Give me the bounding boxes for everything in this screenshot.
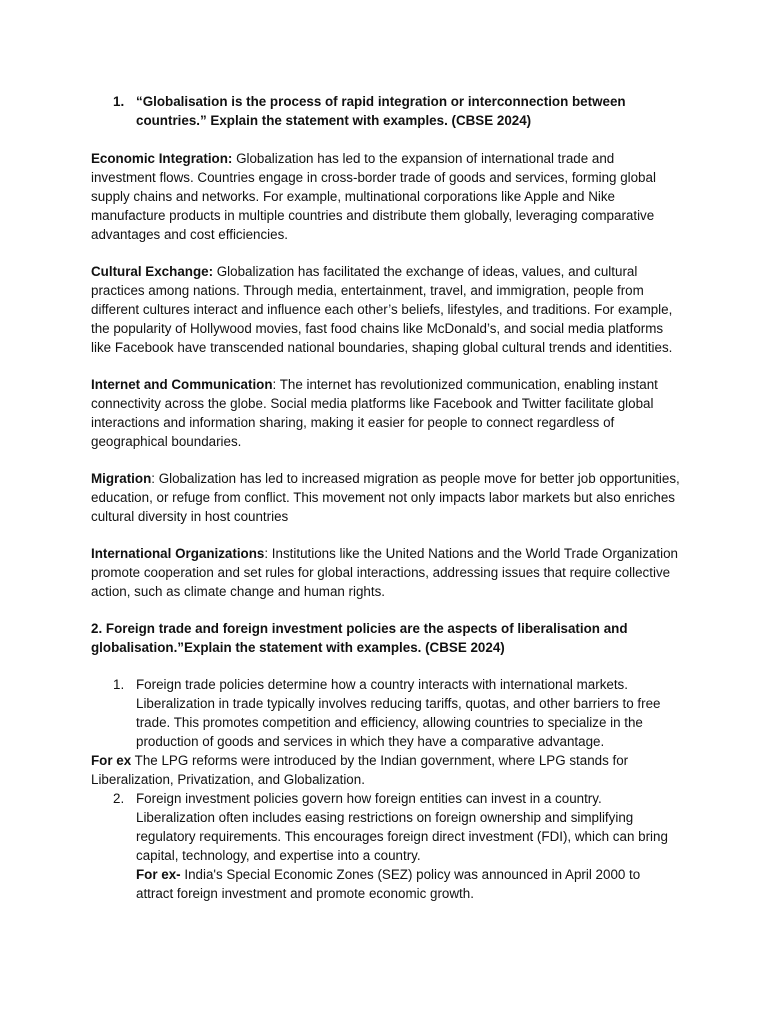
question-2-title: 2. Foreign trade and foreign investment policies are the aspects of liberalisation and globalisation.”Explain the statement with examples. (CBSE 2024) bbox=[91, 621, 628, 655]
paragraph-body: Globalization has led to the expansion of international trade and investment flows. Countries engage in cross-border trade of goods and services, forming global supply chains and networks. For example, multinational corporations like Apple and Nike manufacture products in multiple countries and distribute them globally, leveraging comparative advantages and cost efficiencies. bbox=[91, 151, 656, 242]
paragraph-international-organizations bbox=[91, 544, 681, 601]
paragraph-heading: Economic Integration: bbox=[91, 151, 233, 166]
list-item bbox=[91, 675, 681, 751]
list-item-text: Foreign investment policies govern how foreign entities can invest in a country. Liberalization often includes easing restrictions on foreign ownership and simplifying regulatory requirements. This encourages foreign direct investment (FDI), which can bring capital, technology, and expertise into a country. bbox=[136, 791, 668, 863]
list-item-number: 1. bbox=[113, 677, 125, 692]
paragraph-heading: International Organizations bbox=[91, 546, 265, 561]
example-text: The LPG reforms were introduced by the Indian government, where LPG stands for Liberalization, Privatization, and Globalization. bbox=[91, 753, 629, 787]
document-page bbox=[91, 92, 681, 903]
example-label: For ex- bbox=[136, 867, 181, 882]
paragraph-body: : Institutions like the United Nations and the World Trade Organization promote cooperation and set rules for global interactions, addressing issues that require collective action, such as climate change and human rights. bbox=[91, 546, 678, 599]
answer-list bbox=[91, 675, 681, 903]
question-1-title bbox=[113, 92, 681, 130]
paragraph-body: : The internet has revolutionized communication, enabling instant connectivity across the globe. Social media platforms like Facebook and Twitter facilitate global interactions and information sharing, making it easier for people to connect regardless of geographical boundaries. bbox=[91, 377, 658, 449]
paragraph-heading: Internet and Communication bbox=[91, 377, 273, 392]
paragraph-migration bbox=[91, 469, 681, 526]
list-item bbox=[91, 789, 681, 903]
paragraph-heading: Cultural Exchange: bbox=[91, 264, 214, 279]
question-1-number: 1. bbox=[113, 94, 125, 109]
list-item-text: Foreign trade policies determine how a country interacts with international markets. Liberalization in trade typically involves reducing tariffs, quotas, and other barriers to free trade. This promotes competition and efficiency, allowing countries to specialize in the production of goods and services in which they have a comparative advantage. bbox=[136, 677, 661, 749]
example-1 bbox=[91, 751, 681, 789]
paragraph-internet-communication bbox=[91, 375, 681, 451]
paragraph-body: Globalization has facilitated the exchange of ideas, values, and cultural practices among nations. Through media, entertainment, travel, and immigration, people from different cultures interact and influence each other’s beliefs, lifestyles, and traditions. For example, the popularity of Hollywood movies, fast food chains like McDonald’s, and social media platforms like Facebook have transcended national boundaries, shaping global cultural trends and identities. bbox=[91, 264, 673, 355]
paragraph-economic-integration bbox=[91, 149, 681, 244]
question-1-text: “Globalisation is the process of rapid integration or interconnection between countries.” Explain the statement with examples. (CBSE 2024) bbox=[136, 94, 626, 128]
paragraph-body: : Globalization has led to increased migration as people move for better job opportunities, education, or refuge from conflict. This movement not only impacts labor markets but also enriches cultural diversity in host countries bbox=[91, 471, 680, 524]
paragraph-heading: Migration bbox=[91, 471, 152, 486]
example-text: India's Special Economic Zones (SEZ) policy was announced in April 2000 to attract foreign investment and promote economic growth. bbox=[136, 867, 641, 901]
example-2 bbox=[136, 865, 681, 903]
example-label: For ex bbox=[91, 753, 132, 768]
list-item-number: 2. bbox=[113, 791, 125, 806]
paragraph-cultural-exchange bbox=[91, 262, 681, 357]
